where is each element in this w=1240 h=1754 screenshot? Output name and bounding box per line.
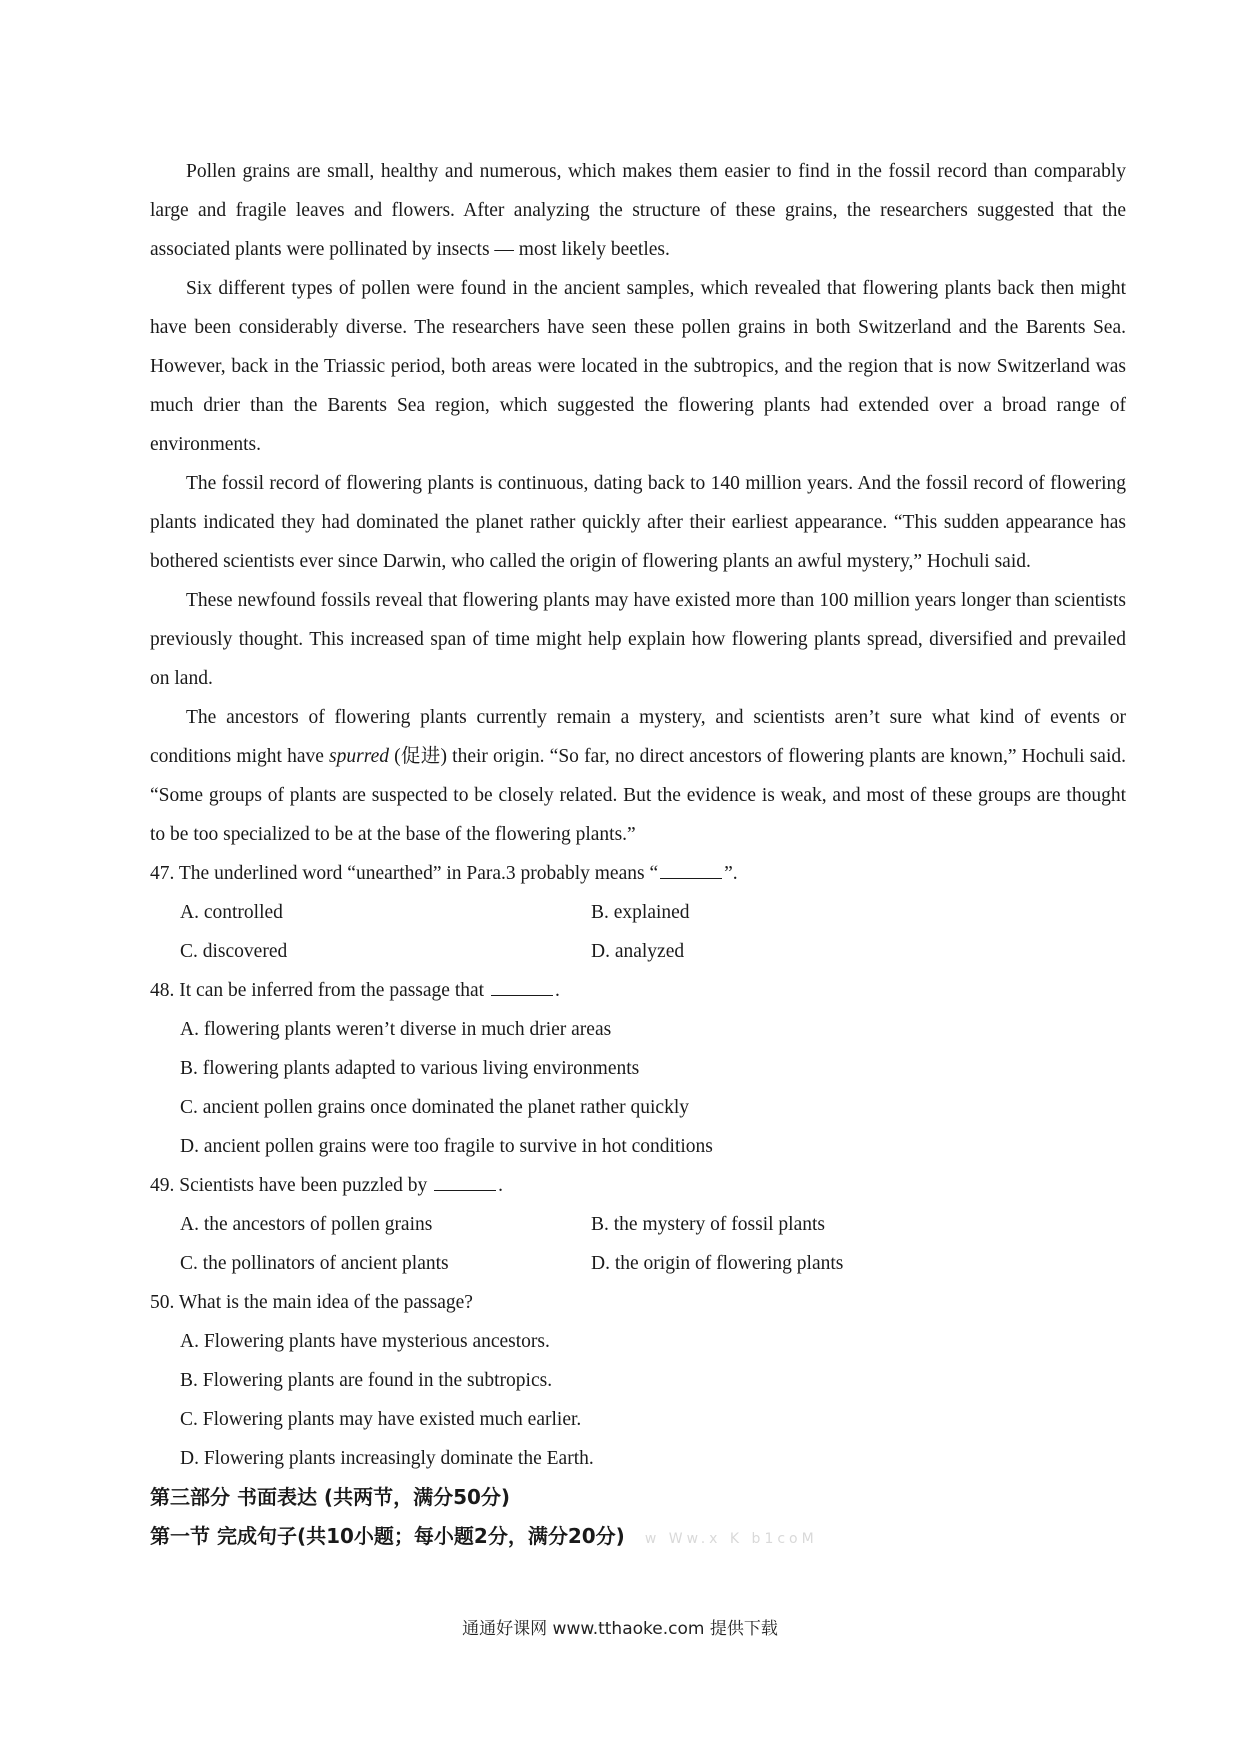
answer-blank xyxy=(491,981,553,996)
option-a: A. flowering plants weren’t diverse in much drier areas xyxy=(180,1019,612,1040)
option-d: D. analyzed xyxy=(591,941,685,962)
option-c: C. Flowering plants may have existed much earlier. xyxy=(180,1409,582,1430)
section-heading-part3: 第三部分 书面表达 (共两节，满分50分) xyxy=(150,1485,511,1509)
option-b: B. explained xyxy=(591,902,690,923)
option-c: C. the pollinators of ancient plants xyxy=(180,1253,449,1274)
watermark: w Ww.x K b1coM xyxy=(644,1531,818,1547)
question-50 xyxy=(150,1283,1126,1478)
question-48 xyxy=(150,971,1126,1166)
option-b: B. the mystery of fossil plants xyxy=(591,1214,825,1235)
question-47 xyxy=(150,854,1126,971)
option-c: C. ancient pollen grains once dominated the planet rather quickly xyxy=(180,1097,689,1118)
option-a: A. controlled xyxy=(180,902,283,923)
option-d: D. Flowering plants increasingly dominate the Earth. xyxy=(180,1448,594,1469)
question-stem: 50. What is the main idea of the passage? xyxy=(150,1292,473,1313)
option-c: C. discovered xyxy=(180,941,288,962)
question-49 xyxy=(150,1166,1126,1283)
section-heading-1: 第一节 完成句子(共10小题；每小题2分，满分20分) w Ww.x K b1coM xyxy=(150,1524,818,1548)
option-d: D. the origin of flowering plants xyxy=(591,1253,844,1274)
option-b: B. flowering plants adapted to various living environments xyxy=(180,1058,640,1079)
option-b: B. Flowering plants are found in the subtropics. xyxy=(180,1370,553,1391)
paragraph: The ancestors of flowering plants currently remain a mystery, and scientists aren’t sure what kind of events or conditions might have spurred (促进) their origin. “So far, no direct ancestors of flowering plants are known,” Hochuli said. “Some groups of plants are suspected to be closely related. But the evidence is weak, and most of these groups are thought to be too specialized to be at the base of the flowering plants.” xyxy=(150,707,1127,845)
option-a: A. Flowering plants have mysterious ancestors. xyxy=(180,1331,550,1352)
paragraph: The fossil record of flowering plants is continuous, dating back to 140 million years. And the fossil record of flowering plants indicated they had dominated the planet rather quickly after their earliest appearance. “This sudden appearance has bothered scientists ever since Darwin, who called the origin of flowering plants an awful mystery,” Hochuli said. xyxy=(150,473,1126,572)
paragraph: Six different types of pollen were found in the ancient samples, which revealed that flowering plants back then might have been considerably diverse. The researchers have seen these pollen grains in both Switzerland and the Barents Sea. However, back in the Triassic period, both areas were located in the subtropics, and the region that is now Switzerland was much drier than the Barents Sea region, which suggested the flowering plants had extended over a broad range of environments. xyxy=(150,278,1126,455)
question-stem: 48. It can be inferred from the passage that . xyxy=(150,980,560,1001)
italic-word: spurred xyxy=(329,746,389,767)
option-d: D. ancient pollen grains were too fragile to survive in hot conditions xyxy=(180,1136,713,1157)
option-a: A. the ancestors of pollen grains xyxy=(180,1214,433,1235)
paragraph: These newfound fossils reveal that flowering plants may have existed more than 100 million years longer than scientists previously thought. This increased span of time might help explain how flowering plants spread, diversified and prevailed on land. xyxy=(150,590,1126,689)
question-stem: 49. Scientists have been puzzled by . xyxy=(150,1175,504,1196)
answer-blank xyxy=(434,1176,496,1191)
paragraph: Pollen grains are small, healthy and numerous, which makes them easier to find in the fossil record than comparably large and fragile leaves and flowers. After analyzing the structure of these grains, the researchers suggested that the associated plants were pollinated by insects — most likely beetles. xyxy=(150,161,1126,260)
page-footer: 通通好课网 www.tthaoke.com 提供下载 xyxy=(462,1619,778,1639)
question-stem: 47. The underlined word “unearthed” in Para.3 probably means “ ”. xyxy=(150,863,738,884)
document-page xyxy=(150,152,1126,1559)
answer-blank xyxy=(660,864,722,879)
